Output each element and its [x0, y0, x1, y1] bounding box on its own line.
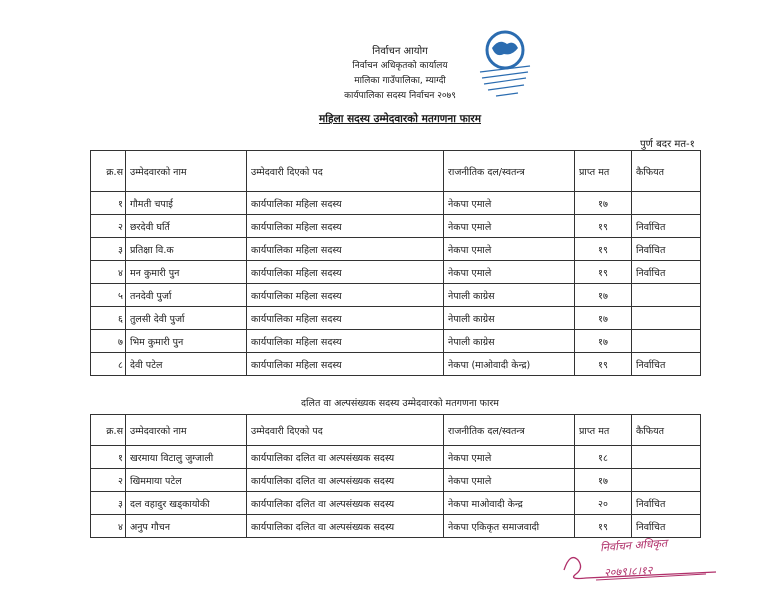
- cell-name: खिममाया पटेल: [126, 469, 247, 492]
- cell-post: कार्यपालिका महिला सदस्य: [247, 192, 444, 215]
- cell-name: छरदेवी घर्ति: [126, 215, 247, 238]
- women-member-form-title: महिला सदस्य उम्मेदवारको मतगणना फारम: [319, 113, 481, 125]
- column-header-votes: प्राप्त मत: [575, 151, 632, 192]
- cell-votes: १९: [575, 238, 632, 261]
- cell-sn: ३: [91, 492, 126, 515]
- cell-party: नेकपा एमाले: [444, 215, 575, 238]
- cell-post: कार्यपालिका महिला सदस्य: [247, 215, 444, 238]
- signature-date: २०७९।८।१२: [603, 563, 653, 580]
- cell-post: कार्यपालिका महिला सदस्य: [247, 261, 444, 284]
- cell-sn: ४: [91, 261, 126, 284]
- column-header-remark: कैफियत: [632, 151, 701, 192]
- column-header-sn: क्र.स: [91, 415, 126, 446]
- cell-sn: १: [91, 446, 126, 469]
- cell-sn: ४: [91, 515, 126, 538]
- table-header-row: [91, 415, 701, 446]
- cell-sn: ६: [91, 307, 126, 330]
- cell-votes: १९: [575, 215, 632, 238]
- cell-name: खरमाया विटालु जुग्जाली: [126, 446, 247, 469]
- column-header-party: राजनीतिक दल/स्वतन्त्र: [444, 415, 575, 446]
- cell-votes: १८: [575, 446, 632, 469]
- column-header-name: उम्मेदवारको नाम: [126, 415, 247, 446]
- cell-remark: निर्वाचित: [632, 492, 701, 515]
- cell-name: भिम कुमारी पुन: [126, 330, 247, 353]
- cell-name: अनुप गौचन: [126, 515, 247, 538]
- table-row: [91, 353, 701, 376]
- cell-party: नेकपा एकिकृत समाजवादी: [444, 515, 575, 538]
- table-row: [91, 446, 701, 469]
- table-row: [91, 330, 701, 353]
- cell-votes: २०: [575, 492, 632, 515]
- cell-post: कार्यपालिका दलित वा अल्पसंख्यक सदस्य: [247, 492, 444, 515]
- cell-party: नेकपा एमाले: [444, 261, 575, 284]
- cell-party: नेकपा एमाले: [444, 446, 575, 469]
- cell-post: कार्यपालिका दलित वा अल्पसंख्यक सदस्य: [247, 469, 444, 492]
- cell-sn: ३: [91, 238, 126, 261]
- cell-post: कार्यपालिका महिला सदस्य: [247, 238, 444, 261]
- column-header-remark: कैफियत: [632, 415, 701, 446]
- cell-sn: ५: [91, 284, 126, 307]
- table-header-row: [91, 151, 701, 192]
- cell-name: गौमती चपाई: [126, 192, 247, 215]
- cell-party: नेकपा माओवादी केन्द्र: [444, 492, 575, 515]
- cell-party: नेपाली काग्रेस: [444, 284, 575, 307]
- office-name: निर्वाचन अधिकृतको कार्यालय: [352, 61, 448, 71]
- cell-post: कार्यपालिका महिला सदस्य: [247, 330, 444, 353]
- column-header-post: उम्मेदवारी दिएको पद: [247, 415, 444, 446]
- cell-votes: १७: [575, 284, 632, 307]
- cell-post: कार्यपालिका महिला सदस्य: [247, 307, 444, 330]
- cell-post: कार्यपालिका महिला सदस्य: [247, 284, 444, 307]
- election-officer-signature: [556, 534, 726, 584]
- women-member-vote-table: [90, 150, 701, 376]
- cell-votes: १७: [575, 307, 632, 330]
- column-header-votes: प्राप्त मत: [575, 415, 632, 446]
- election-name: कार्यपालिका सदस्य निर्वाचन २०७९: [344, 91, 456, 101]
- cell-party: नेपाली काग्रेस: [444, 330, 575, 353]
- column-header-party: राजनीतिक दल/स्वतन्त्र: [444, 151, 575, 192]
- cell-sn: ७: [91, 330, 126, 353]
- dalit-minority-vote-table: [90, 414, 701, 538]
- table-row: [91, 307, 701, 330]
- table-row: [91, 238, 701, 261]
- cell-remark: निर्वाचित: [632, 238, 701, 261]
- cell-sn: २: [91, 469, 126, 492]
- cell-votes: १९: [575, 353, 632, 376]
- cell-votes: १९: [575, 261, 632, 284]
- cell-name: देवी पटेल: [126, 353, 247, 376]
- cell-remark: [632, 469, 701, 492]
- cell-remark: [632, 330, 701, 353]
- column-header-post: उम्मेदवारी दिएको पद: [247, 151, 444, 192]
- table-row: [91, 469, 701, 492]
- election-office-stamp-logo: [474, 28, 536, 106]
- column-header-name: उम्मेदवारको नाम: [126, 151, 247, 192]
- cell-party: नेकपा एमाले: [444, 192, 575, 215]
- municipality-name: मालिका गाउँपालिका, म्याग्दी: [354, 76, 446, 86]
- cell-sn: ८: [91, 353, 126, 376]
- cell-post: कार्यपालिका महिला सदस्य: [247, 353, 444, 376]
- cell-name: तुलसी देवी पुर्जा: [126, 307, 247, 330]
- cell-name: दल वहादुर खड्कायोकी: [126, 492, 247, 515]
- column-header-sn: क्र.स: [91, 151, 126, 192]
- cell-party: नेकपा एमाले: [444, 238, 575, 261]
- cell-votes: १७: [575, 330, 632, 353]
- table-row: [91, 192, 701, 215]
- cell-sn: २: [91, 215, 126, 238]
- cell-remark: [632, 192, 701, 215]
- cell-votes: १७: [575, 192, 632, 215]
- cell-party: नेकपा (माओवादी केन्द्र): [444, 353, 575, 376]
- cell-party: नेकपा एमाले: [444, 469, 575, 492]
- table-row: [91, 215, 701, 238]
- cell-remark: [632, 284, 701, 307]
- cell-remark: निर्वाचित: [632, 515, 701, 538]
- table-row: [91, 284, 701, 307]
- cell-remark: निर्वाचित: [632, 353, 701, 376]
- commission-name: निर्वाचन आयोग: [372, 46, 428, 57]
- cell-name: तनदेवी पुर्जा: [126, 284, 247, 307]
- signature-title: निर्वाचन अधिकृत: [599, 536, 668, 555]
- dalit-minority-form-title: दलित वा अल्पसंख्यक सदस्य उम्मेदवारको मतगणना फारम: [301, 398, 499, 409]
- cell-remark: [632, 446, 701, 469]
- table-row: [91, 261, 701, 284]
- cell-party: नेपाली काग्रेस: [444, 307, 575, 330]
- invalid-votes-note: पुर्ण बदर मत-१: [640, 139, 695, 150]
- table-row: [91, 492, 701, 515]
- cell-remark: निर्वाचित: [632, 261, 701, 284]
- cell-remark: [632, 307, 701, 330]
- cell-votes: १७: [575, 469, 632, 492]
- cell-sn: १: [91, 192, 126, 215]
- cell-post: कार्यपालिका दलित वा अल्पसंख्यक सदस्य: [247, 515, 444, 538]
- cell-remark: निर्वाचित: [632, 215, 701, 238]
- cell-post: कार्यपालिका दलित वा अल्पसंख्यक सदस्य: [247, 446, 444, 469]
- cell-name: मन कुमारी पुन: [126, 261, 247, 284]
- cell-name: प्रतिक्षा वि.क: [126, 238, 247, 261]
- cell-votes: १९: [575, 515, 632, 538]
